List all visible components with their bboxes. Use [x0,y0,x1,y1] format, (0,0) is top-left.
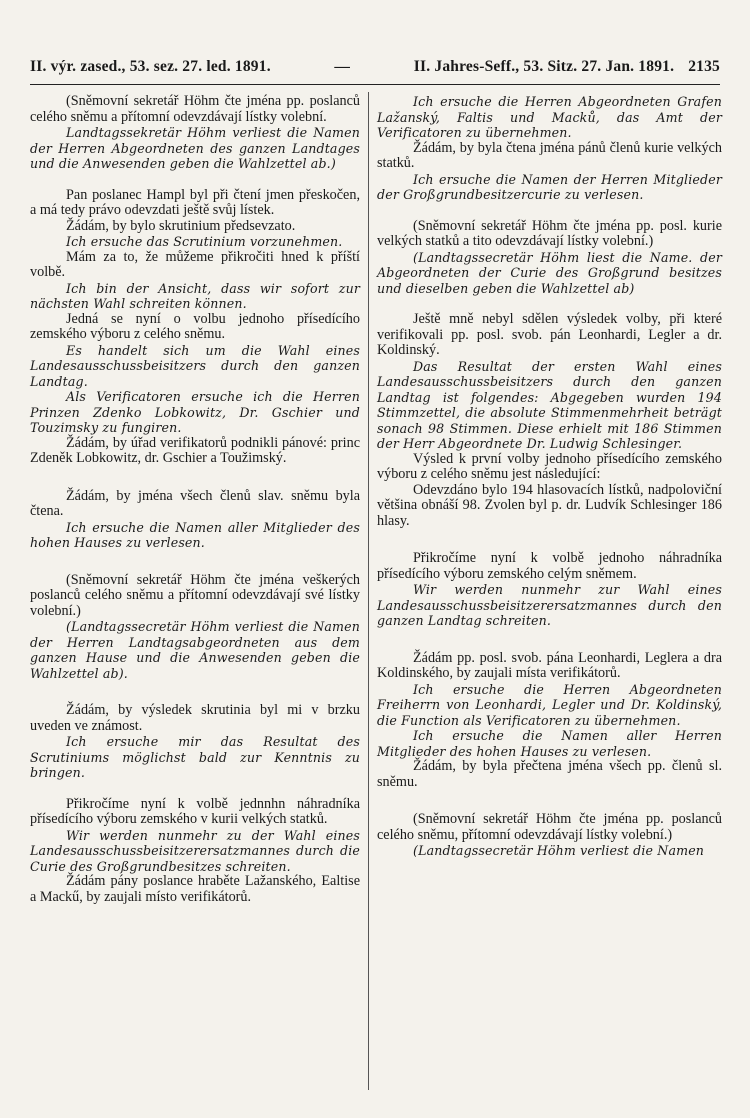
paragraph-spacer [30,467,360,489]
german-paragraph: Ich ersuche die Namen aller Mitglieder des hohen Hauses zu verlesen. [30,519,360,550]
czech-paragraph: Žádám, by byla přečtena jména všech pp. členů sl. sněmu. [377,758,722,790]
german-paragraph: Ich bin der Ansicht, dass wir sofort zur nächsten Wahl schreiten können. [30,280,360,311]
german-paragraph: Ich ersuche mir das Resultat des Scrutiniums möglichst bald zur Kenntnis zu bringen. [30,734,360,780]
paragraph-spacer [30,172,360,188]
czech-paragraph: Pan poslanec Hampl byl při čtení jmen přeskočen, a má tedy právo odevzdati ještě svůj lístek. [30,186,360,218]
german-paragraph: Ich ersuche die Herren Abgeordneten Grafen Lažanský, Faltis und Macků, das Amt der Verificatoren zu übernehmen. [377,94,722,140]
czech-paragraph: Přikročíme nyní k volbě jednoho náhradníka přísedícího výboru zemského celým sněmem. [377,550,722,582]
paragraph-spacer [377,790,722,812]
header-dash: — [334,58,351,75]
german-paragraph: Wir werden nunmehr zu der Wahl eines Landesausschussbeisitzerersatzmannes durch die Curie des Großgrundbesitzes schreiten. [30,827,360,874]
header-german: II. Jahres-Seff., 53. Sitz. 27. Jan. 1891. [413,58,675,75]
german-paragraph: Als Verificatoren ersuche ich die Herren Prinzen Zdenko Lobkowitz, Dr. Gschier und Touzimsky zu fungiren. [30,389,360,435]
german-paragraph: Ich ersuche die Namen aller Herren Mitglieder des hohen Hauses zu verlesen. [377,728,722,759]
czech-paragraph: (Sněmovní sekretář Höhm čte jména pp. posl. kurie velkých statků a tito odevzdávají lístky volební.) [377,217,722,249]
paragraph-spacer [377,529,722,551]
paragraph-spacer [30,551,360,573]
czech-paragraph: Žádám, by bylo skrutinium předsevzato. [66,217,296,234]
czech-paragraph: Žádám, by výsledek skrutinia byl mi v brzku uveden ve známost. [30,702,360,734]
header-czech: II. výr. zased., 53. sez. 27. led. 1891. [30,58,271,75]
german-paragraph: (Landtagssecretär Höhm verliest die Namen [413,843,705,858]
czech-paragraph: Žádám, by byla čtena jména pánů členů kurie velkých statků. [377,139,722,171]
czech-paragraph: Žádám pp. posl. svob. pána Leonhardi, Leglera a dra Koldinského, by zaujali místa verifikátorů. [377,649,722,681]
czech-paragraph: Žádám, by jména všech členů slav. sněmu byla čtena. [30,487,360,519]
paragraph-spacer [30,681,360,703]
czech-paragraph: Ještě mně nebyl sdělen výsledek volby, při které verifikovali pp. posl. svob. pán Leonhardi, Legler a dr. Koldinský. [377,311,722,358]
czech-paragraph: Mám za to, že můžeme přikročiti hned k příští volbě. [30,248,360,280]
czech-paragraph: Přikročíme nyní k volbě jednnhn náhradníka přísedícího výboru zemského v kurii velkých statků. [30,795,360,827]
paragraph-spacer [30,781,360,797]
paragraph-spacer [377,296,722,312]
left-column [30,94,360,905]
czech-paragraph: Žádám, by úřad verifikatorů podnikli pánové: princ Zdeněk Lobkowitz, dr. Gschier a Toužimský. [30,434,360,466]
czech-paragraph: (Sněmovní sekretář Höhm čte jména pp. poslanců celého sněmu a přítomní odevzdávají lístky volební. [30,93,360,125]
column-divider [368,92,369,1090]
paragraph-spacer [377,203,722,219]
german-paragraph: Es handelt sich um die Wahl eines Landesausschussbeisitzers durch den ganzen Landtag. [30,342,360,389]
german-paragraph: Das Resultat der ersten Wahl eines Landesausschussbeisitzers durch den ganzen Landtag ist folgendes: Abgegeben wurden 194 Stimmzettel, die absolute Stimmenmehrheit beträgt sonach 98 Stimmen. Diese erhielt mit 186 Stimmen der Herr Abgeordnete Dr. Ludwig Schlesinger. [377,358,722,451]
german-paragraph: Landtagssekretär Höhm verliest die Namen der Herren Abgeordneten des ganzen Landtages und die Anwesenden geben die Wahlzettel ab.) [30,125,360,171]
header-german-group [414,58,720,76]
german-paragraph: (Landtagssecretär Höhm liest die Name. der Abgeordneten der Curie des Großgrund besitzes und dieselben geben die Wahlzettel ab) [377,249,722,296]
page-header [30,58,720,80]
czech-paragraph: Odevzdáno bylo 194 hlasovacích lístků, nadpoloviční většina obnáší 98. Zvolen byl p. dr. Ludvík Schlesinger 186 hlasy. [377,481,722,529]
german-paragraph: Ich ersuche die Herren Abgeordneten Freiherrn von Leonhardi, Legler und Dr. Koldinský, die Function als Verificatoren zu übernehmen. [377,681,722,728]
german-paragraph: Ich ersuche das Scrutinium vorzunehmen. [66,234,343,249]
page-number: 2135 [688,58,720,75]
czech-paragraph: Žádám pány poslance hraběte Lažanského, Ealtise a Mackű, by zaujali místo verifikátorů. [30,873,360,905]
czech-paragraph: Jedná se nyní o volbu jednoho přísedícího zemského výboru z celého sněmu. [30,310,360,342]
german-paragraph: (Landtagssecretär Höhm verliest die Namen der Herren Landtagsabgeordneten aus dem ganzen Hause und die Anwesenden geben die Wahlzettel ab). [30,619,360,681]
czech-paragraph: (Sněmovní sekretář Höhm čte jména pp. poslanců celého sněmu, přítomní odevzdávají lístky volební.) [377,811,722,843]
german-paragraph: Wir werden nunmehr zur Wahl eines Landesausschussbeisitzerersatzmannes durch den ganzen Landtag schreiten. [377,582,722,628]
right-column [377,94,722,859]
paragraph-spacer [377,629,722,651]
german-paragraph: Ich ersuche die Namen der Herren Mitglieder der Großgrundbesitzercurie zu verlesen. [377,171,722,202]
header-rule [30,84,720,85]
czech-paragraph: Výsled k první volby jednoho přísedícího zemského výboru z celého sněmu jest následující: [377,450,722,482]
czech-paragraph: (Sněmovní sekretář Höhm čte jména veškerých poslanců celého sněmu a přítomní odevzdávají své lístky volební.) [30,571,360,619]
